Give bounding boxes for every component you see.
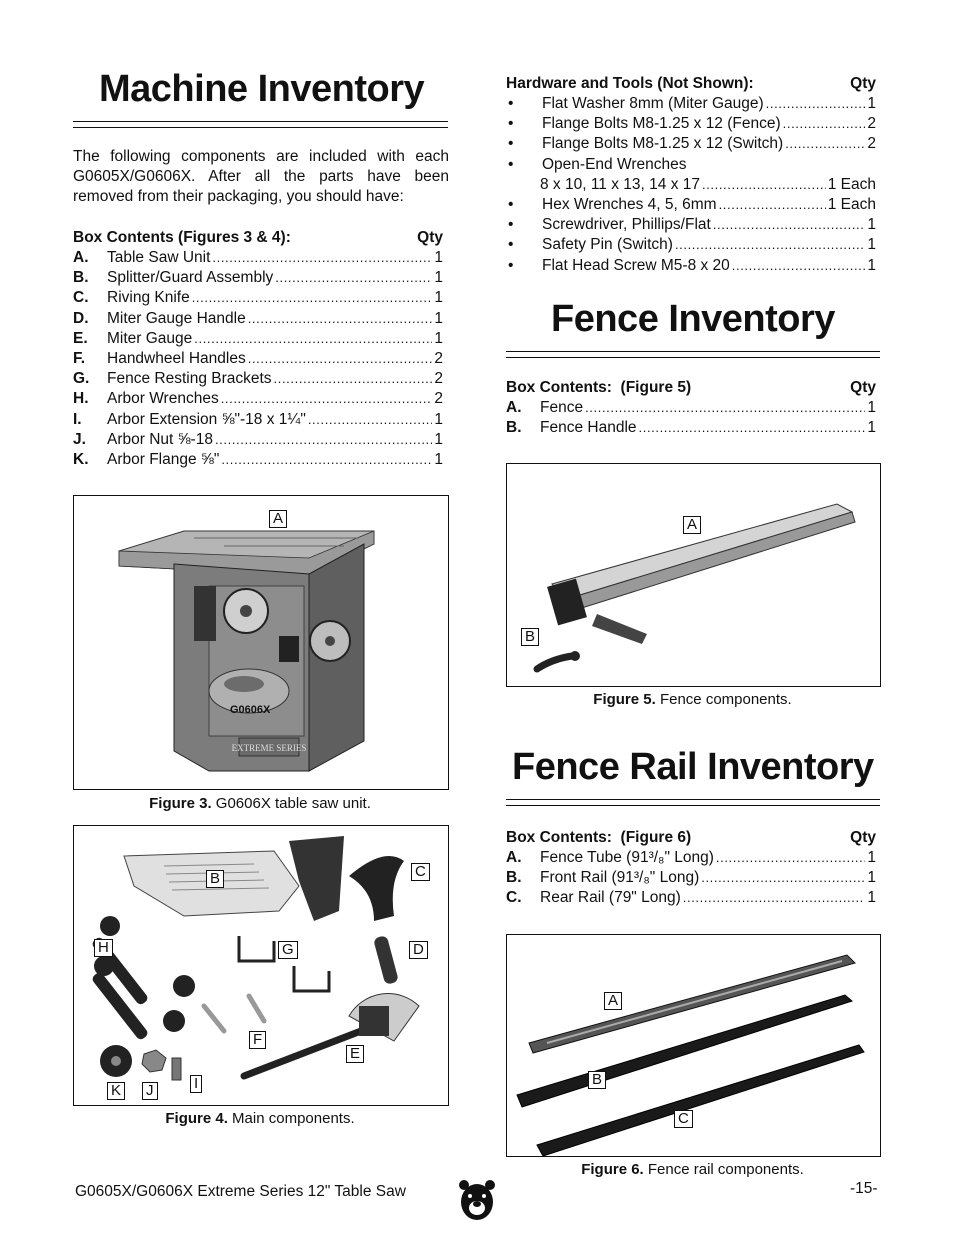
rail-qty-header: Qty [850, 829, 876, 846]
machine-box-contents [73, 228, 443, 470]
title-rule [506, 799, 880, 806]
list-item [506, 134, 876, 154]
figure-6-label-b: B [588, 1071, 606, 1089]
item-label: Flat Washer 8mm (Miter Gauge) [542, 95, 764, 112]
leader-dots [785, 134, 865, 154]
rail-box-header [506, 828, 876, 848]
components-illustration [74, 826, 448, 1105]
footer-title: G0605X/G0606X Extreme Series 12" Table Saw [75, 1183, 406, 1200]
item-qty: 1 [434, 269, 443, 287]
item-key: G. [73, 370, 90, 388]
item-label: Arbor Extension ⅝"-18 x 1¼" [107, 410, 306, 428]
leader-dots [585, 398, 865, 418]
bullet: • [508, 155, 514, 173]
list-item [73, 248, 443, 268]
item-key: D. [73, 309, 89, 327]
fence-items-list [506, 398, 876, 438]
item-label: Table Saw Unit [107, 249, 211, 266]
bullet: • [508, 216, 514, 234]
figure-4-label-c: C [411, 863, 430, 881]
figure-6-caption-text: Fence rail components. [643, 1161, 804, 1178]
item-label: Fence [540, 399, 584, 416]
leader-dots [719, 195, 826, 215]
figure-4-label-k: K [107, 1082, 125, 1100]
item-label: Miter Gauge Handle [107, 309, 246, 327]
machine-inventory-title: Machine Inventory [99, 68, 425, 110]
item-qty: 2 [867, 115, 876, 133]
figure-4-caption-bold: Figure 4. [165, 1110, 228, 1127]
wrench-sizes: 8 x 10, 11 x 13, 14 x 17 [540, 175, 700, 193]
leader-dots [716, 848, 865, 868]
bullet: • [508, 95, 514, 112]
bear-icon [458, 1178, 496, 1222]
fence-qty-header: Qty [850, 379, 876, 396]
intro-line: The following components are included with each [73, 148, 449, 165]
item-qty: 1 [867, 849, 876, 866]
list-item [73, 288, 443, 308]
page-number: -15- [850, 1180, 878, 1197]
item-key: E. [73, 329, 88, 347]
item-label: Riving Knife [107, 289, 190, 307]
item-qty: 1 [434, 451, 443, 469]
fence-box-label: Box Contents: [506, 379, 612, 396]
item-key: I. [73, 410, 82, 428]
item-label: Flange Bolts M8-1.25 x 12 (Fence) [542, 115, 781, 133]
title-rule [506, 351, 880, 358]
fence-box-contents [506, 378, 876, 438]
figure-5-caption [506, 691, 879, 708]
figure-4-caption [73, 1110, 447, 1127]
list-item [506, 848, 876, 868]
item-qty: 1 [434, 430, 443, 448]
figure-5-fence [506, 463, 881, 687]
item-label: Fence Handle [540, 419, 637, 437]
figure-3-caption-bold: Figure 3. [149, 795, 212, 812]
item-label: Handwheel Handles [107, 350, 246, 368]
rail-fig-ref: (Figure 6) [620, 829, 692, 846]
list-item [506, 155, 876, 175]
rail-box-contents [506, 828, 876, 909]
item-qty: 1 [867, 236, 876, 254]
list-item-continuation [506, 175, 876, 195]
item-qty: 2 [434, 350, 443, 368]
list-item [506, 215, 876, 235]
item-key: K. [73, 451, 89, 469]
item-label: Splitter/Guard Assembly [107, 269, 274, 287]
list-item [506, 868, 876, 888]
figure-6-label-c: C [674, 1110, 693, 1128]
intro-line: G0605X/G0606X. After all the parts have been [73, 168, 449, 185]
figure-3-label-a: A [269, 510, 287, 528]
item-key: B. [506, 869, 522, 887]
leader-dots [248, 349, 433, 369]
leader-dots [732, 256, 866, 276]
item-label: Flat Head Screw M5-8 x 20 [542, 256, 730, 274]
list-item [73, 389, 443, 409]
item-label: Screwdriver, Phillips/Flat [542, 216, 711, 234]
leader-dots [275, 268, 432, 288]
table-saw-illustration [74, 496, 448, 789]
leader-dots [248, 309, 433, 329]
item-qty: 2 [434, 370, 443, 388]
list-item [506, 235, 876, 255]
figure-3-table-saw [73, 495, 449, 790]
fence-inventory-title: Fence Inventory [551, 298, 835, 340]
list-item [506, 195, 876, 215]
item-qty: 1 [867, 419, 876, 437]
figure-4-label-d: D [409, 941, 428, 959]
item-qty: 1 [434, 329, 443, 347]
extreme-series-badge: EXTREME SERIES [231, 743, 307, 753]
box-contents-header [73, 228, 443, 248]
hardware-header [506, 74, 876, 94]
intro-line: removed from their packaging, you should have: [73, 188, 404, 205]
figure-4-main-components [73, 825, 449, 1106]
leader-dots [713, 215, 866, 235]
list-item [73, 329, 443, 349]
item-label: Arbor Nut ⅝-18 [107, 430, 213, 448]
item-label: Safety Pin (Switch) [542, 236, 673, 254]
figure-6-fence-rails [506, 934, 881, 1157]
figure-4-label-f: F [249, 1031, 266, 1049]
figure-4-label-h: H [94, 939, 113, 957]
figure-5-caption-text: Fence components. [655, 691, 792, 708]
leader-dots [675, 235, 865, 255]
item-qty: 1 [867, 399, 876, 416]
list-item [73, 450, 443, 470]
item-label: Open-End Wrenches [542, 155, 687, 173]
item-qty: 1 Each [827, 196, 876, 214]
item-label: Arbor Wrenches [107, 390, 219, 408]
figure-5-caption-bold: Figure 5. [593, 691, 656, 708]
fence-rail-inventory-title: Fence Rail Inventory [512, 746, 874, 788]
figure-4-label-i: I [190, 1075, 202, 1093]
list-item [73, 268, 443, 288]
item-key: A. [506, 849, 522, 866]
item-key: A. [73, 249, 89, 266]
figure-4-label-e: E [346, 1045, 364, 1063]
leader-dots [212, 248, 432, 268]
bullet: • [508, 196, 514, 214]
item-key: F. [73, 350, 86, 368]
item-qty: 1 [434, 309, 443, 327]
list-item [73, 349, 443, 369]
figure-3-caption-text: G0606X table saw unit. [211, 795, 371, 812]
figure-4-caption-text: Main components. [227, 1110, 355, 1127]
g0606x-logo-text: G0606X [230, 704, 271, 716]
leader-dots [766, 94, 866, 114]
fence-box-header [506, 378, 876, 398]
qty-header: Qty [417, 229, 443, 246]
bullet: • [508, 135, 514, 153]
item-qty: 1 [867, 95, 876, 112]
leader-dots [701, 868, 865, 888]
box-contents-label: Box Contents (Figures 3 & 4): [73, 229, 291, 246]
item-label: Rear Rail (79" Long) [540, 889, 681, 907]
item-key: H. [73, 390, 89, 408]
machine-items-list [73, 248, 443, 470]
item-label: Front Rail (91³/₈" Long) [540, 869, 700, 887]
item-qty: 1 [867, 869, 876, 887]
item-qty: 1 Each [827, 175, 876, 193]
hardware-items-list [506, 94, 876, 276]
list-item [506, 114, 876, 134]
hardware-qty-header: Qty [850, 75, 876, 92]
grizzly-bear-logo [458, 1178, 496, 1227]
rails-illustration [507, 935, 880, 1156]
list-item [506, 888, 876, 908]
figure-6-caption [506, 1161, 879, 1178]
item-key: C. [73, 289, 89, 307]
item-qty: 1 [867, 889, 876, 907]
list-item [506, 418, 876, 438]
leader-dots [215, 430, 432, 450]
figure-3-caption [73, 795, 447, 812]
list-item [73, 430, 443, 450]
leader-dots [221, 389, 433, 409]
item-qty: 1 [434, 249, 443, 266]
bullet: • [508, 256, 514, 274]
item-qty: 1 [434, 410, 443, 428]
rail-items-list [506, 848, 876, 909]
leader-dots [308, 410, 433, 430]
leader-dots [639, 418, 866, 438]
item-qty: 2 [434, 390, 443, 408]
figure-4-label-b: B [206, 870, 224, 888]
item-label: Fence Tube (91³/₈" Long) [540, 849, 714, 866]
hardware-list [506, 74, 876, 276]
item-qty: 1 [867, 216, 876, 234]
item-key: B. [73, 269, 89, 287]
leader-dots [192, 288, 433, 308]
list-item [506, 398, 876, 418]
leader-dots [702, 175, 826, 195]
item-key: B. [506, 419, 522, 437]
list-item [73, 369, 443, 389]
intro-paragraph [73, 147, 449, 207]
item-label: Arbor Flange ⅝" [107, 451, 220, 469]
leader-dots [683, 888, 866, 908]
item-key: J. [73, 430, 86, 448]
figure-5-label-a: A [683, 516, 701, 534]
figure-4-label-j: J [142, 1082, 158, 1100]
rail-box-label: Box Contents: [506, 829, 612, 846]
list-item [506, 256, 876, 276]
list-item [73, 309, 443, 329]
item-qty: 2 [867, 135, 876, 153]
leader-dots [274, 369, 433, 389]
item-label: Hex Wrenches 4, 5, 6mm [542, 196, 717, 214]
leader-dots [221, 450, 432, 470]
bullet: • [508, 115, 514, 133]
item-key: A. [506, 399, 522, 416]
item-key: C. [506, 889, 522, 907]
item-qty: 1 [434, 289, 443, 307]
hardware-header-label: Hardware and Tools (Not Shown): [506, 75, 754, 92]
figure-6-label-a: A [604, 992, 622, 1010]
item-label: Flange Bolts M8-1.25 x 12 (Switch) [542, 135, 784, 153]
figure-6-caption-bold: Figure 6. [581, 1161, 644, 1178]
leader-dots [194, 329, 432, 349]
item-label: Miter Gauge [107, 329, 193, 347]
leader-dots [783, 114, 866, 134]
bullet: • [508, 236, 514, 254]
list-item [73, 410, 443, 430]
list-item [506, 94, 876, 114]
figure-4-label-g: G [278, 941, 298, 959]
item-qty: 1 [867, 256, 876, 274]
fence-illustration [507, 464, 880, 686]
title-rule [73, 121, 448, 128]
item-label: Fence Resting Brackets [107, 370, 272, 388]
fence-fig-ref: (Figure 5) [620, 379, 692, 396]
figure-5-label-b: B [521, 628, 539, 646]
